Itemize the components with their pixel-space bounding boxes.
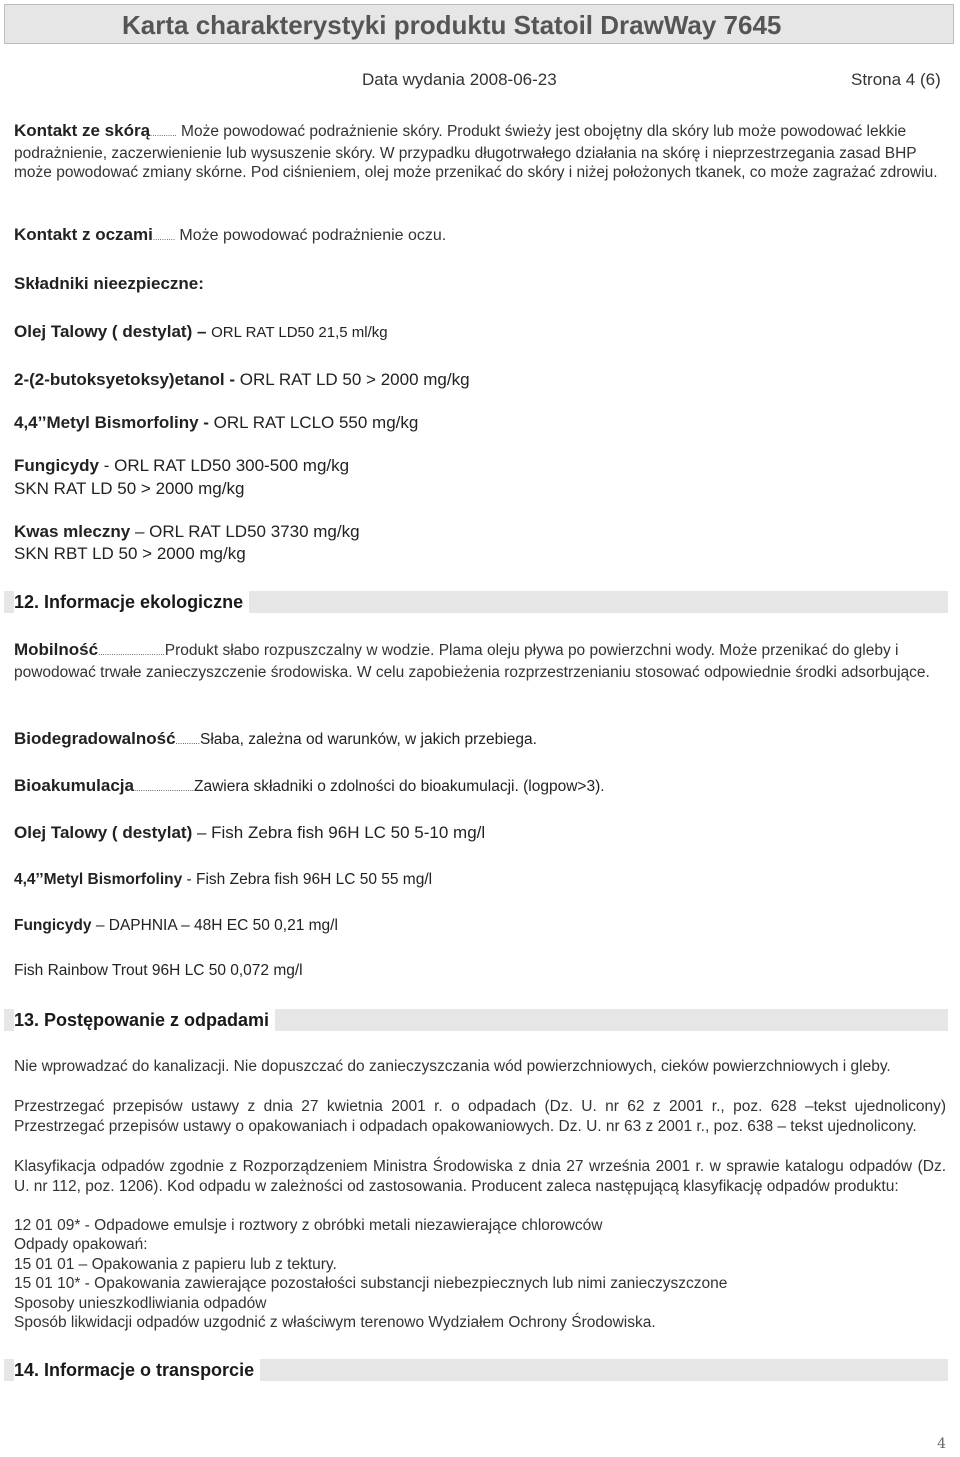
bioaccumulation — [14, 776, 605, 796]
ingredient-name: Kwas mleczny — [14, 522, 131, 541]
disposal-methods-heading: Sposoby unieszkodliwiania odpadów — [14, 1295, 267, 1312]
eye-contact-text: Może powodować podrażnienie oczu. — [179, 227, 447, 244]
biodegradability-text: Słaba, zależna od warunków, w jakich przebiega. — [199, 731, 537, 748]
eco-4: Fish Rainbow Trout 96H LC 50 0,072 mg/l — [14, 962, 303, 979]
bioaccumulation-label: Bioakumulacja — [14, 776, 134, 795]
section-12-title: 12. Informacje ekologiczne — [14, 591, 249, 613]
eco-value: – DAPHNIA – 48H EC 50 0,21 mg/l — [91, 917, 338, 934]
ingredient-3 — [14, 413, 418, 433]
ingredient-value: ORL RAT LCLO 550 mg/kg — [213, 413, 419, 432]
biodegradability-label: Biodegradowalność — [14, 729, 176, 748]
ingredient-separator: – — [192, 322, 212, 341]
mobility-label: Mobilność — [14, 640, 99, 659]
ingredient-name: Olej Talowy ( destylat) — [14, 322, 193, 341]
ingredient-value: ORL RAT LD50 300-500 mg/kg — [114, 456, 350, 475]
hazardous-title: Składniki nieezpieczne: — [14, 274, 204, 293]
waste-paragraph-3: Klasyfikacja odpadów zgodnie z Rozporządzeniem Ministra Środowiska z dnia 27 września 2001 r. w sprawie katalogu odpadów (Dz. U. nr 112, poz. 1206). Kod odpadu w zależności od zastosowania. Producent zaleca następującą klasyfikację odpadów produktu: — [14, 1158, 946, 1195]
bioaccumulation-text: Zawiera składniki o zdolności do bioakumulacji. (logpow>3). — [194, 778, 605, 795]
waste-code-2: 15 01 01 – Opakowania z papieru lub z tektury. — [14, 1256, 337, 1273]
eco-3 — [14, 917, 338, 935]
disposal-method-text: Sposób likwidacji odpadów uzgodnić z właściwym terenowo Wydziałem Ochrony Środowiska. — [14, 1314, 656, 1331]
eye-contact-paragraph — [14, 225, 946, 248]
ingredient-1 — [14, 322, 388, 342]
waste-paragraph-1: Nie wprowadzać do kanalizacji. Nie dopuszczać do zanieczyszczania wód powierzchniowych, cieków powierzchniowych i gleby. — [14, 1058, 891, 1075]
section-14-title: 14. Informacje o transporcie — [14, 1359, 260, 1381]
section-13-header — [4, 1009, 948, 1031]
eco-name: Olej Talowy ( destylat) — [14, 823, 193, 842]
ingredient-separator: – — [130, 522, 150, 541]
leader-dots: .......... — [152, 233, 176, 242]
waste-code-1: 12 01 09* - Odpadowe emulsje i roztwory z obróbki metali niezawierające chlorowców — [14, 1217, 603, 1234]
ingredient-value: ORL RAT LD50 21,5 ml/kg — [211, 324, 388, 341]
document-title: Karta charakterystyki produktu Statoil DrawWay 7645 — [4, 4, 954, 44]
ingredient-5 — [14, 522, 360, 542]
section-14-header — [4, 1359, 948, 1381]
waste-code-3: 15 01 10* - Opakowania zawierające pozostałości substancji niebezpiecznych lub nimi zanieczyszczone — [14, 1275, 728, 1292]
waste-paragraph-2: Przestrzegać przepisów ustawy z dnia 27 kwietnia 2001 r. o odpadach (Dz. U. nr 62 z 2001 r., poz. 628 –tekst ujednolicony) Przestrzegać przepisów ustawy o opakowaniach i odpadach opakowaniowych. Dz. U. nr 63 z 2001 r., poz. 638 – tekst ujednolicony. — [14, 1098, 946, 1135]
mobility-text: Produkt słabo rozpuszczalny w wodzie. Plama oleju pływa po powierzchni wody. Może przenikać do gleby i powodować trwałe zanieczyszczenie środowiska. W celu zapobieżenia rozprzestrzenianiu stosować odpowiednie środki adsorbujące. — [14, 642, 930, 681]
leader-dots: ............ — [150, 129, 177, 138]
section-12-header — [4, 591, 948, 613]
skin-contact-paragraph — [14, 121, 946, 183]
eco-name: Fungicydy — [14, 917, 92, 934]
leader-dots: ........................... — [134, 784, 195, 793]
mobility-paragraph — [14, 640, 946, 682]
skin-contact-label: Kontakt ze skórą — [14, 121, 151, 140]
biodegradability — [14, 729, 537, 749]
ingredient-separator: - — [99, 456, 115, 475]
ingredient-value: ORL RAT LD 50 > 2000 mg/kg — [239, 370, 470, 389]
ingredient-5-line2: SKN RBT LD 50 > 2000 mg/kg — [14, 544, 246, 563]
eco-1 — [14, 823, 485, 843]
eco-value: - Fish Zebra fish 96H LC 50 55 mg/l — [182, 871, 433, 888]
packaging-waste-heading: Odpady opakowań: — [14, 1236, 148, 1253]
leader-dots: .............................. — [98, 648, 165, 657]
ingredient-4 — [14, 456, 349, 476]
skin-contact-text: Może powodować podrażnienie skóry. Produkt świeży jest obojętny dla skóry lub może powodować lekkie podrażnienie, zaczerwienienie lub wysuszenie skóry. W przypadku długotrwałego działania na skórę i nieprzestrzegania zasad BHP może powodować zmiany skórne. Pod ciśnieniem, olej może przenikać do skóry i niżej położonych tkanek, co może zagrażać zdrowiu. — [14, 123, 938, 181]
ingredient-4-line2: SKN RAT LD 50 > 2000 mg/kg — [14, 479, 245, 498]
ingredient-name: 2-(2-butoksyetoksy)etanol - — [14, 370, 240, 389]
issue-date: Data wydania 2008-06-23 — [362, 70, 557, 89]
ingredient-name: Fungicydy — [14, 456, 100, 475]
ingredient-value: ORL RAT LD50 3730 mg/kg — [149, 522, 360, 541]
ingredient-2 — [14, 370, 470, 390]
eye-contact-label: Kontakt z oczami — [14, 225, 153, 244]
eco-value: – Fish Zebra fish 96H LC 50 5-10 mg/l — [192, 823, 486, 842]
eco-name: 4,4’’Metyl Bismorfoliny — [14, 871, 183, 888]
leader-dots: ........... — [175, 737, 200, 746]
section-13-title: 13. Postępowanie z odpadami — [14, 1009, 275, 1031]
page-indicator: Strona 4 (6) — [851, 70, 941, 89]
footer-page-number: 4 — [937, 1436, 946, 1452]
ingredient-name: 4,4’’Metyl Bismorfoliny - — [14, 413, 214, 432]
eco-2 — [14, 871, 432, 889]
